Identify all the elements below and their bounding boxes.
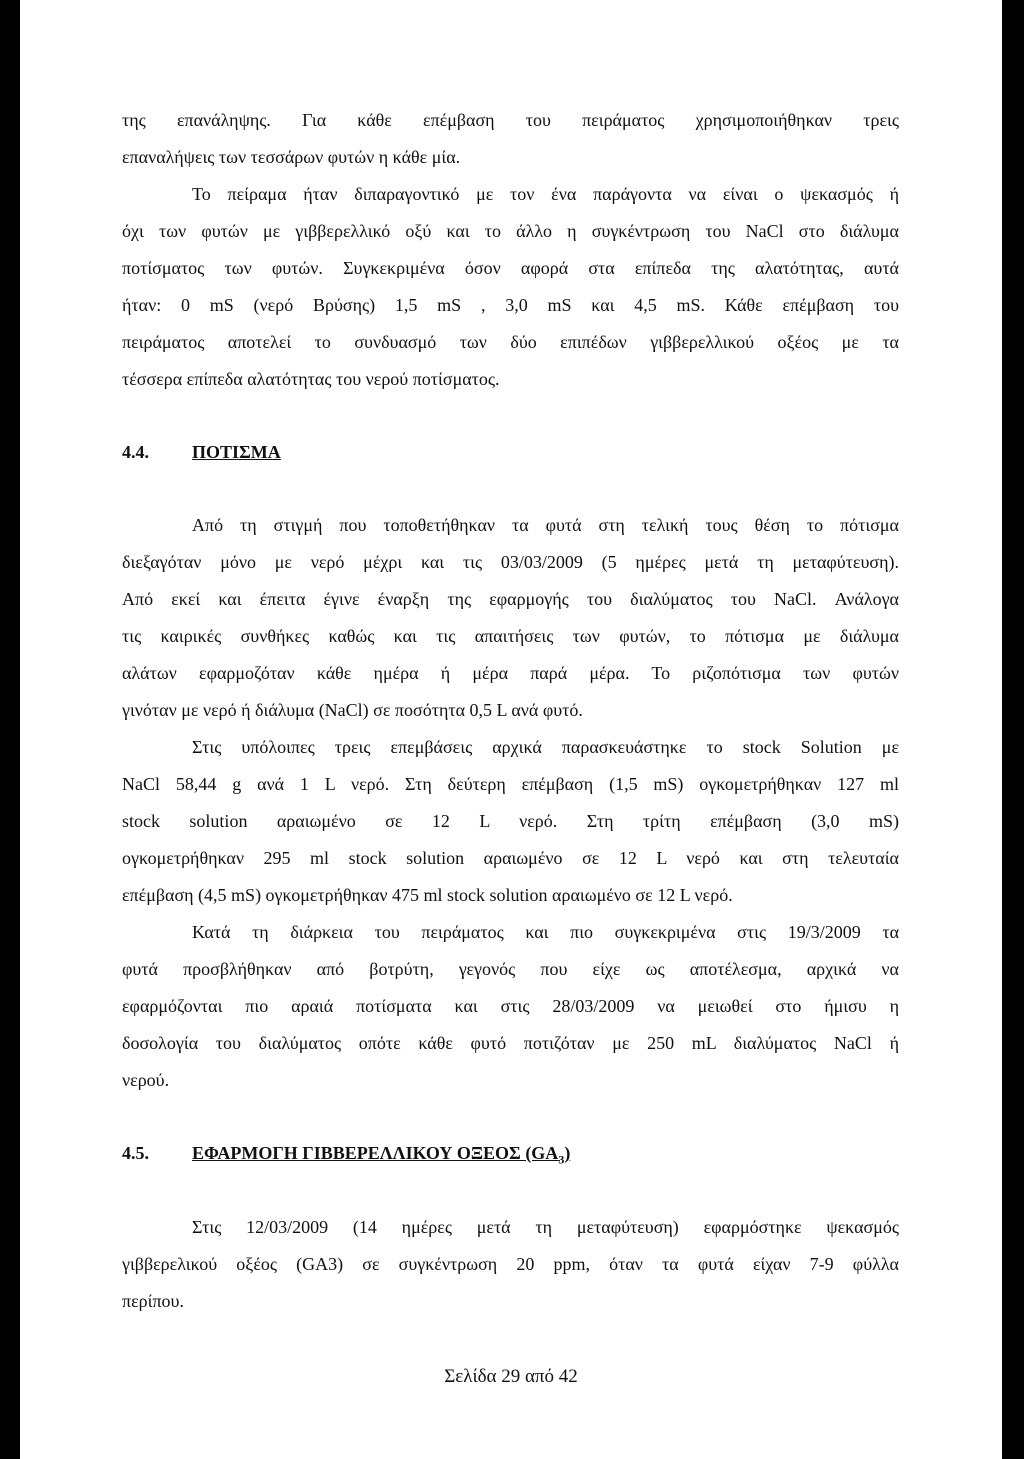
text-line: φυτά προσβλήθηκαν από βοτρύτη, γεγονός που είχε ως αποτέλεσμα, αρχικά να [122, 959, 899, 979]
text-line: διεξαγόταν μόνο με νερό μέχρι και τις 03/03/2009 (5 ημέρες μετά τη μεταφύτευση). [122, 552, 899, 572]
section-title-subscript: 3 [558, 1152, 565, 1167]
section-title [192, 1143, 571, 1167]
text-line: πειράματος αποτελεί το συνδυασμό των δύο επιπέδων γιββερελλικού οξέος με τα [122, 332, 899, 352]
text-line: NaCl 58,44 g ανά 1 L νερό. Στη δεύτερη επέμβαση (1,5 mS) ογκομετρήθηκαν 127 ml [122, 774, 899, 794]
text-line: νερού. [122, 1070, 170, 1090]
text-line: εφαρμόζονται πιο αραιά ποτίσματα και στις 28/03/2009 να μειωθεί στο ήμισυ η [122, 996, 899, 1016]
text-line: δοσολογία του διαλύματος οπότε κάθε φυτό ποτιζόταν με 250 mL διαλύματος NaCl ή [122, 1033, 899, 1053]
section-title-end: ) [564, 1143, 571, 1163]
section-title-text: ΕΦΑΡΜΟΓΗ ΓΙΒΒΕΡΕΛΛΙΚΟΥ ΟΞΕΟΣ (GA [192, 1143, 559, 1163]
page-footer: Σελίδα 29 από 42 [444, 1366, 578, 1387]
text-line: όχι των φυτών με γιββερελλικό οξύ και το άλλο η συγκέντρωση του NaCl στο διάλυμα [122, 221, 899, 241]
text-line: Στις 12/03/2009 (14 ημέρες μετά τη μεταφύτευση) εφαρμόστηκε ψεκασμός [192, 1217, 899, 1237]
document-page [20, 0, 1002, 1459]
text-line: Κατά τη διάρκεια του πειράματος και πιο συγκεκριμένα στις 19/3/2009 τα [192, 922, 899, 942]
section-heading-4-5 [122, 1142, 570, 1171]
text-line: τις καιρικές συνθήκες καθώς και τις απαιτήσεις των φυτών, το πότισμα με διάλυμα [122, 626, 899, 646]
text-line: τέσσερα επίπεδα αλατότητας του νερού ποτίσματος. [122, 369, 500, 389]
text-line: ήταν: 0 mS (νερό Βρύσης) 1,5 mS , 3,0 mS και 4,5 mS. Κάθε επέμβαση του [122, 295, 899, 315]
text-line: επέμβαση (4,5 mS) ογκομετρήθηκαν 475 ml stock solution αραιωμένο σε 12 L νερό. [122, 885, 733, 905]
section-number: 4.5. [122, 1143, 149, 1163]
text-line: ογκομετρήθηκαν 295 ml stock solution αραιωμένο σε 12 L νερό και στη τελευταία [122, 848, 899, 868]
text-line: ποτίσματος των φυτών. Συγκεκριμένα όσον αφορά στα επίπεδα της αλατότητας, αυτά [122, 258, 899, 278]
text-line: Στις υπόλοιπες τρεις επεμβάσεις αρχικά παρασκευάστηκε το stock Solution με [192, 737, 899, 757]
text-line: γινόταν με νερό ή διάλυμα (NaCl) σε ποσότητα 0,5 L ανά φυτό. [122, 700, 583, 720]
text-line: stock solution αραιωμένο σε 12 L νερό. Στη τρίτη επέμβαση (3,0 mS) [122, 811, 899, 831]
section-heading-4-4 [122, 441, 281, 463]
section-number: 4.4. [122, 442, 149, 462]
text-line: Από τη στιγμή που τοποθετήθηκαν τα φυτά στη τελική τους θέση το πότισμα [192, 515, 899, 535]
text-line: Από εκεί και έπειτα έγινε έναρξη της εφαρμογής του διαλύματος του NaCl. Ανάλογα [122, 589, 899, 609]
text-line: γιββερελικού οξέος (GA3) σε συγκέντρωση 20 ppm, όταν τα φυτά είχαν 7-9 φύλλα [122, 1254, 899, 1274]
section-title: ΠΟΤΙΣΜΑ [192, 442, 281, 462]
text-line: της επανάληψης. Για κάθε επέμβαση του πειράματος χρησιμοποιήθηκαν τρεις [122, 110, 899, 130]
text-line: επαναλήψεις των τεσσάρων φυτών η κάθε μία. [122, 147, 461, 167]
text-line: περίπου. [122, 1291, 184, 1311]
text-line: αλάτων εφαρμοζόταν κάθε ημέρα ή μέρα παρά μέρα. Το ριζοπότισμα των φυτών [122, 663, 899, 683]
text-line: Το πείραμα ήταν διπαραγοντικό με τον ένα παράγοντα να είναι ο ψεκασμός ή [192, 184, 899, 204]
